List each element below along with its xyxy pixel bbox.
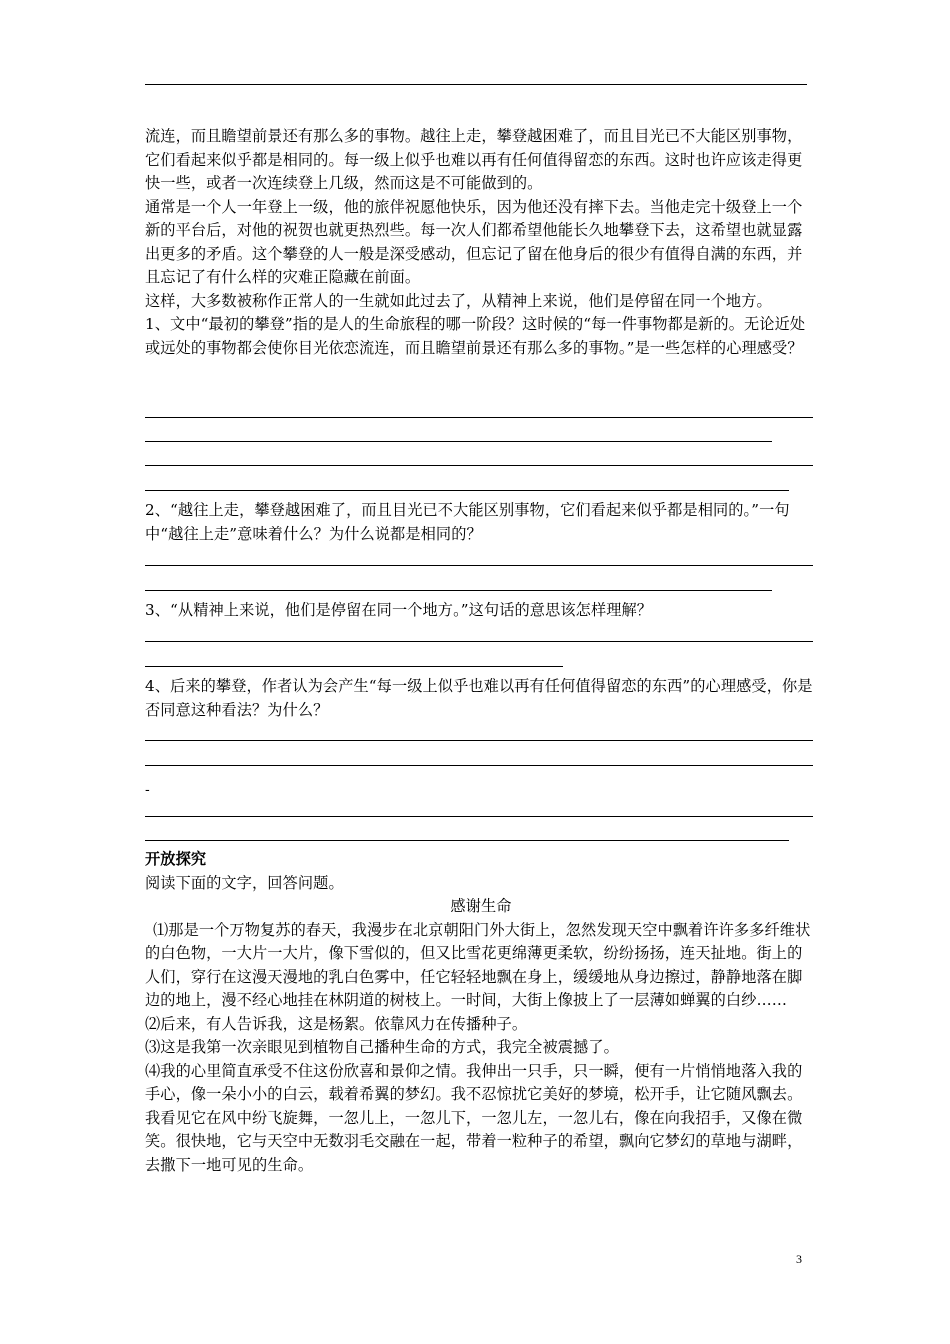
- answer-line: [145, 740, 813, 741]
- answer-line: [145, 765, 813, 766]
- answer-line: [145, 816, 813, 817]
- answer-line: [145, 590, 772, 591]
- passage-text: [145, 125, 817, 360]
- question-3-block: [145, 599, 817, 623]
- passage-paragraph: 这样，大多数被称作正常人的一生就如此过去了，从精神上来说，他们是停留在同一个地方。: [145, 291, 772, 310]
- header-rule: [145, 84, 807, 85]
- essay-title: 感谢生命: [450, 897, 512, 915]
- answer-line: [145, 417, 813, 418]
- essay-paragraph: ⑵后来，有人告诉我，这是杨絮。依靠风力在传播种子。: [145, 1014, 528, 1033]
- answer-line: [145, 441, 772, 442]
- page-number: 3: [796, 1252, 802, 1266]
- answer-line: [145, 641, 813, 642]
- answer-line: [145, 465, 813, 466]
- answer-line: [145, 840, 789, 841]
- passage-paragraph: 流连，而且瞻望前景还有那么多的事物。越往上走，攀登越困难了，而且目光已不大能区别事物，它们看起来似乎都是相同的。每一级上似乎也难以再有任何值得留恋的东西。这时也许应该走得更快一些，或者一次连续登上几级，然而这是不可能做到的。: [145, 127, 803, 192]
- question-2: 2、“越往上走，攀登越困难了，而且目光已不大能区别事物，它们看起来似乎都是相同的。”一句中“越往上走”意味着什么？为什么说都是相同的？: [145, 501, 790, 543]
- answer-line: [145, 666, 563, 667]
- question-4: 4、后来的攀登，作者认为会产生“每一级上似乎也难以再有任何值得留恋的东西”的心理感受，你是否同意这种看法？为什么？: [145, 677, 813, 719]
- reading-section: [145, 848, 817, 1177]
- answer-line: [145, 565, 813, 566]
- passage-paragraph: 通常是一个人一年登上一级，他的旅伴祝愿他快乐，因为他还没有摔下去。当他走完十级登上一个新的平台后，对他的祝贺也就更热烈些。每一次人们都希望他能长久地攀登下去，这希望也就显露出更多的矛盾。这个攀登的人一般是深受感动，但忘记了留在他身后的很少有值得自满的东西，并且忘记了有什么样的灾难正隐藏在前面。: [145, 197, 803, 286]
- question-4-block: [145, 675, 817, 722]
- stray-dash: -: [145, 782, 150, 798]
- essay-paragraph: ⑶这是我第一次亲眼见到植物自己播种生命的方式，我完全被震撼了。: [145, 1038, 619, 1056]
- question-3: 3、“从精神上来说，他们是停留在同一个地方。”这句话的意思该怎样理解？: [145, 601, 653, 619]
- question-1: 1、文中“最初的攀登”指的是人的生命旅程的哪一阶段？这时候的“每一件事物都是新的。无论近处或远处的事物都会使你目光依恋流连，而且瞻望前景还有那么多的事物。”是一些怎样的心理感受？: [145, 315, 806, 357]
- essay-paragraph: ⑷我的心里简直承受不住这份欣喜和景仰之情。我伸出一只手，只一瞬，便有一片悄悄地落入我的手心，像一朵小小的白云，载着希翼的梦幻。我不忍惊扰它美好的梦境，松开手，让它随风飘去。我看见它在风中纷飞旋舞，一忽儿上，一忽儿下，一忽儿左，一忽儿右，像在向我招手，又像在微笑。很快地，它与天空中无数羽毛交融在一起，带着一粒种子的希望，飘向它梦幻的草地与湖畔，去撒下一地可见的生命。: [145, 1061, 803, 1174]
- essay-paragraph: ⑴那是一个万物复苏的春天，我漫步在北京朝阳门外大街上，忽然发现天空中飘着许许多多纤维状的白色物，一大片一大片，像下雪似的，但又比雪花更绵薄更柔软，纷纷扬扬，连天扯地。街上的人们，穿行在这漫天漫地的乳白色雾中，任它轻轻地飘在身上，缓缓地从身边擦过，静静地落在脚边的地上，漫不经心地挂在林阴道的树枝上。一时间，大街上像披上了一层薄如蝉翼的白纱……: [145, 920, 811, 1009]
- answer-line: [145, 490, 789, 491]
- section-instruction: 阅读下面的文字，回答问题。: [145, 873, 344, 892]
- question-2-block: [145, 499, 817, 546]
- section-heading: 开放探究: [145, 850, 207, 868]
